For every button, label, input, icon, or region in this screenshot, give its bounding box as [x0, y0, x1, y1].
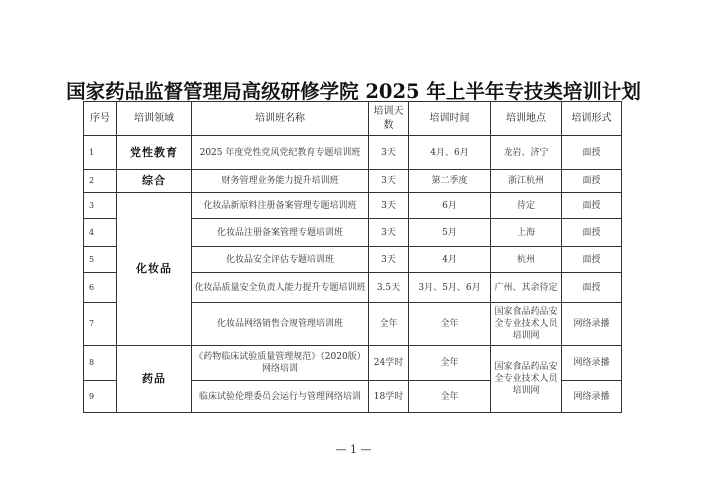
- cell-time: 6月: [409, 193, 491, 219]
- header-location: 培训地点: [491, 102, 562, 136]
- table-row: [84, 193, 622, 219]
- cell-location: 龙岩、济宁: [491, 136, 562, 170]
- cell-time: 4月: [409, 247, 491, 273]
- cell-no: 3: [84, 193, 117, 219]
- cell-form: 面授: [562, 170, 622, 193]
- cell-location: 广州、其余待定: [491, 273, 562, 303]
- cell-location: 国家食品药品安全专业技术人员培训网: [491, 346, 562, 413]
- table-row: [84, 136, 622, 170]
- cell-days: 18学时: [369, 381, 409, 413]
- cell-name: 化妆品注册备案管理专题培训班: [192, 219, 369, 247]
- cell-location: 待定: [491, 193, 562, 219]
- cell-no: 6: [84, 273, 117, 303]
- cell-time: 3月、5月、6月: [409, 273, 491, 303]
- cell-no: 4: [84, 219, 117, 247]
- cell-name: 临床试验伦理委员会运行与管理网络培训: [192, 381, 369, 413]
- header-name: 培训班名称: [192, 102, 369, 136]
- cell-days: 3.5天: [369, 273, 409, 303]
- table-row: [84, 170, 622, 193]
- cell-location: 上海: [491, 219, 562, 247]
- table-header-row: [84, 102, 622, 136]
- cell-location: 国家食品药品安全专业技术人员培训网: [491, 303, 562, 346]
- cell-days: 3天: [369, 136, 409, 170]
- cell-time: 第二季度: [409, 170, 491, 193]
- cell-form: 网络录播: [562, 381, 622, 413]
- cell-time: 5月: [409, 219, 491, 247]
- cell-no: 7: [84, 303, 117, 346]
- cell-name: 化妆品质量安全负责人能力提升专题培训班: [192, 273, 369, 303]
- document-title: 国家药品监督管理局高级研修学院 2025 年上半年专技类培训计划: [66, 80, 641, 103]
- cell-no: 5: [84, 247, 117, 273]
- cell-field: 综合: [117, 170, 192, 193]
- cell-location: 杭州: [491, 247, 562, 273]
- cell-days: 24学时: [369, 346, 409, 381]
- cell-no: 2: [84, 170, 117, 193]
- cell-time: 全年: [409, 303, 491, 346]
- header-time: 培训时间: [409, 102, 491, 136]
- cell-form: 面授: [562, 247, 622, 273]
- cell-time: 4月、6月: [409, 136, 491, 170]
- cell-days: 3天: [369, 247, 409, 273]
- cell-field: 化妆品: [117, 193, 192, 346]
- cell-no: 8: [84, 346, 117, 381]
- cell-name: 化妆品安全评估专题培训班: [192, 247, 369, 273]
- page-number: — 1 —: [335, 443, 372, 456]
- cell-days: 3天: [369, 193, 409, 219]
- cell-form: 网络录播: [562, 346, 622, 381]
- cell-days: 3天: [369, 170, 409, 193]
- cell-form: 面授: [562, 219, 622, 247]
- cell-form: 面授: [562, 273, 622, 303]
- header-no: 序号: [84, 102, 117, 136]
- table-row: [84, 346, 622, 381]
- cell-name: 化妆品网络销售合规管理培训班: [192, 303, 369, 346]
- cell-name: 2025 年度党性党风党纪教育专题培训班: [192, 136, 369, 170]
- cell-name: 《药物临床试验质量管理规范》（2020版）网络培训: [192, 346, 369, 381]
- cell-no: 1: [84, 136, 117, 170]
- cell-name: 财务管理业务能力提升培训班: [192, 170, 369, 193]
- cell-time: 全年: [409, 346, 491, 381]
- cell-field: 党性教育: [117, 136, 192, 170]
- cell-location: 浙江杭州: [491, 170, 562, 193]
- cell-time: 全年: [409, 381, 491, 413]
- training-plan-table: [83, 101, 622, 413]
- header-days: 培训天数: [369, 102, 409, 136]
- header-field: 培训领域: [117, 102, 192, 136]
- cell-days: 3天: [369, 219, 409, 247]
- cell-form: 面授: [562, 136, 622, 170]
- cell-form: 面授: [562, 193, 622, 219]
- cell-form: 网络录播: [562, 303, 622, 346]
- cell-no: 9: [84, 381, 117, 413]
- cell-field: 药品: [117, 346, 192, 413]
- cell-days: 全年: [369, 303, 409, 346]
- header-form: 培训形式: [562, 102, 622, 136]
- cell-name: 化妆品新原料注册备案管理专题培训班: [192, 193, 369, 219]
